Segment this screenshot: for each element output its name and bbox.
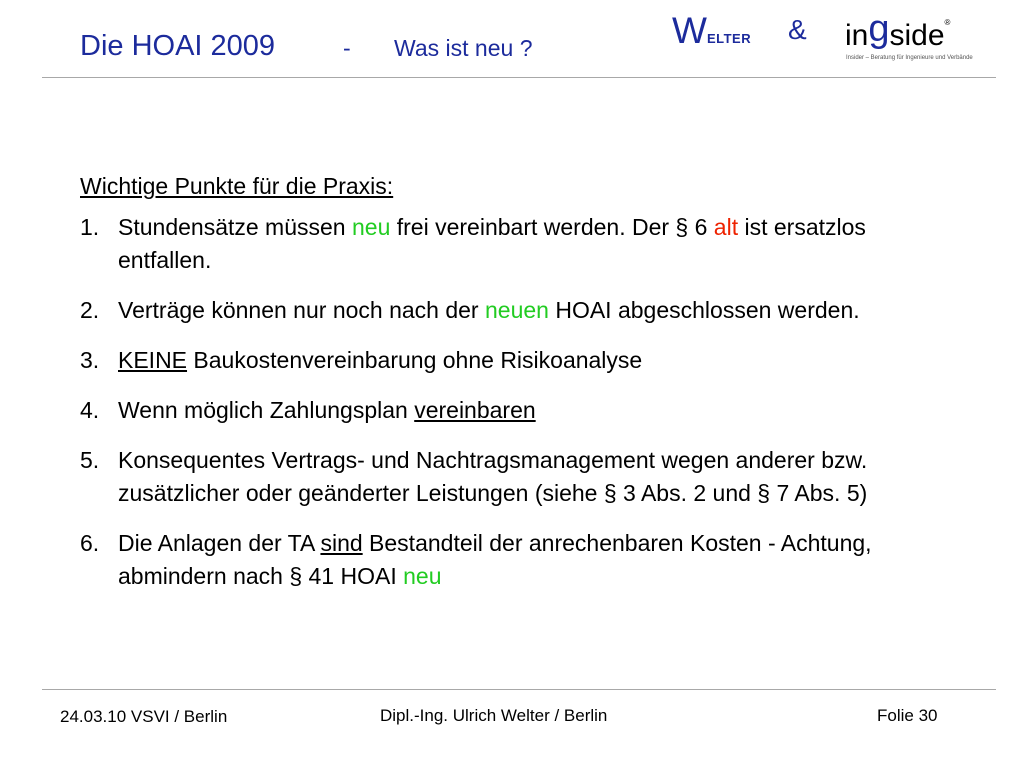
underlined-text: vereinbaren <box>414 397 536 423</box>
item-text: Konsequentes Vertrags- und Nachtragsmanagement wegen anderer bzw. zusätzlicher oder geänderter Leistungen (siehe § 3 Abs. 2 und § 7 Abs. 5) <box>118 447 868 506</box>
list-item <box>80 444 960 510</box>
footer-divider <box>42 689 996 690</box>
item-text: Verträge können nur noch nach der <box>118 297 485 323</box>
item-text: frei vereinbart werden. Der § 6 <box>390 214 714 240</box>
page-subtitle: Was ist neu ? <box>394 35 533 61</box>
list-item <box>80 344 960 377</box>
ingside-logo-registered: ® <box>944 18 951 27</box>
item-number: 5. <box>80 447 100 473</box>
logo-ampersand: & <box>788 14 807 45</box>
footer-author: Dipl.-Ing. Ulrich Welter / Berlin <box>380 706 608 725</box>
points-list <box>80 211 960 593</box>
item-number: 3. <box>80 347 100 373</box>
welter-logo <box>672 10 751 52</box>
title-separator: - <box>343 35 351 61</box>
page-title: Die HOAI 2009 <box>80 30 276 62</box>
content-heading: Wichtige Punkte für die Praxis: <box>80 173 394 199</box>
item-number: 4. <box>80 397 100 423</box>
item-number: 6. <box>80 530 100 556</box>
list-item <box>80 211 960 277</box>
item-text: Baukostenvereinbarung ohne Risikoanalyse <box>187 347 643 373</box>
list-item <box>80 527 960 593</box>
ingside-logo-in: in <box>845 19 869 52</box>
item-text: ist ersatzlos entfallen. <box>118 214 866 273</box>
slide-content <box>80 170 960 610</box>
header-divider <box>42 77 996 78</box>
underlined-text: KEINE <box>118 347 188 373</box>
ingside-logo-side: side <box>889 19 945 52</box>
highlight-new: neuen <box>484 297 549 323</box>
item-text: HOAI abgeschlossen werden. <box>548 297 860 323</box>
footer-date-venue: 24.03.10 VSVI / Berlin <box>60 707 228 726</box>
item-text: Die Anlagen der TA <box>118 530 321 556</box>
welter-logo-initial: W <box>672 10 707 51</box>
highlight-new: neu <box>403 563 442 589</box>
highlight-new: neu <box>351 214 391 240</box>
ingside-tagline: Insider – Beratung für Ingenieure und Verbände <box>846 55 973 61</box>
item-number: 2. <box>80 297 100 323</box>
list-item <box>80 294 960 327</box>
item-text: Bestandteil der anrechenbaren Kosten - Achtung, abmindern nach § 41 HOAI <box>118 530 872 589</box>
item-text: Stundensätze müssen <box>118 214 352 240</box>
item-number: 1. <box>80 214 100 240</box>
item-text: Wenn möglich Zahlungsplan <box>118 397 415 423</box>
welter-logo-rest: ELTER <box>706 31 752 46</box>
ingside-logo-g: g <box>868 8 890 50</box>
ingside-logo <box>845 8 951 55</box>
underlined-text: sind <box>320 530 363 556</box>
list-item <box>80 394 960 427</box>
footer-slide-number: Folie 30 <box>877 706 938 725</box>
highlight-old: alt <box>713 214 739 240</box>
